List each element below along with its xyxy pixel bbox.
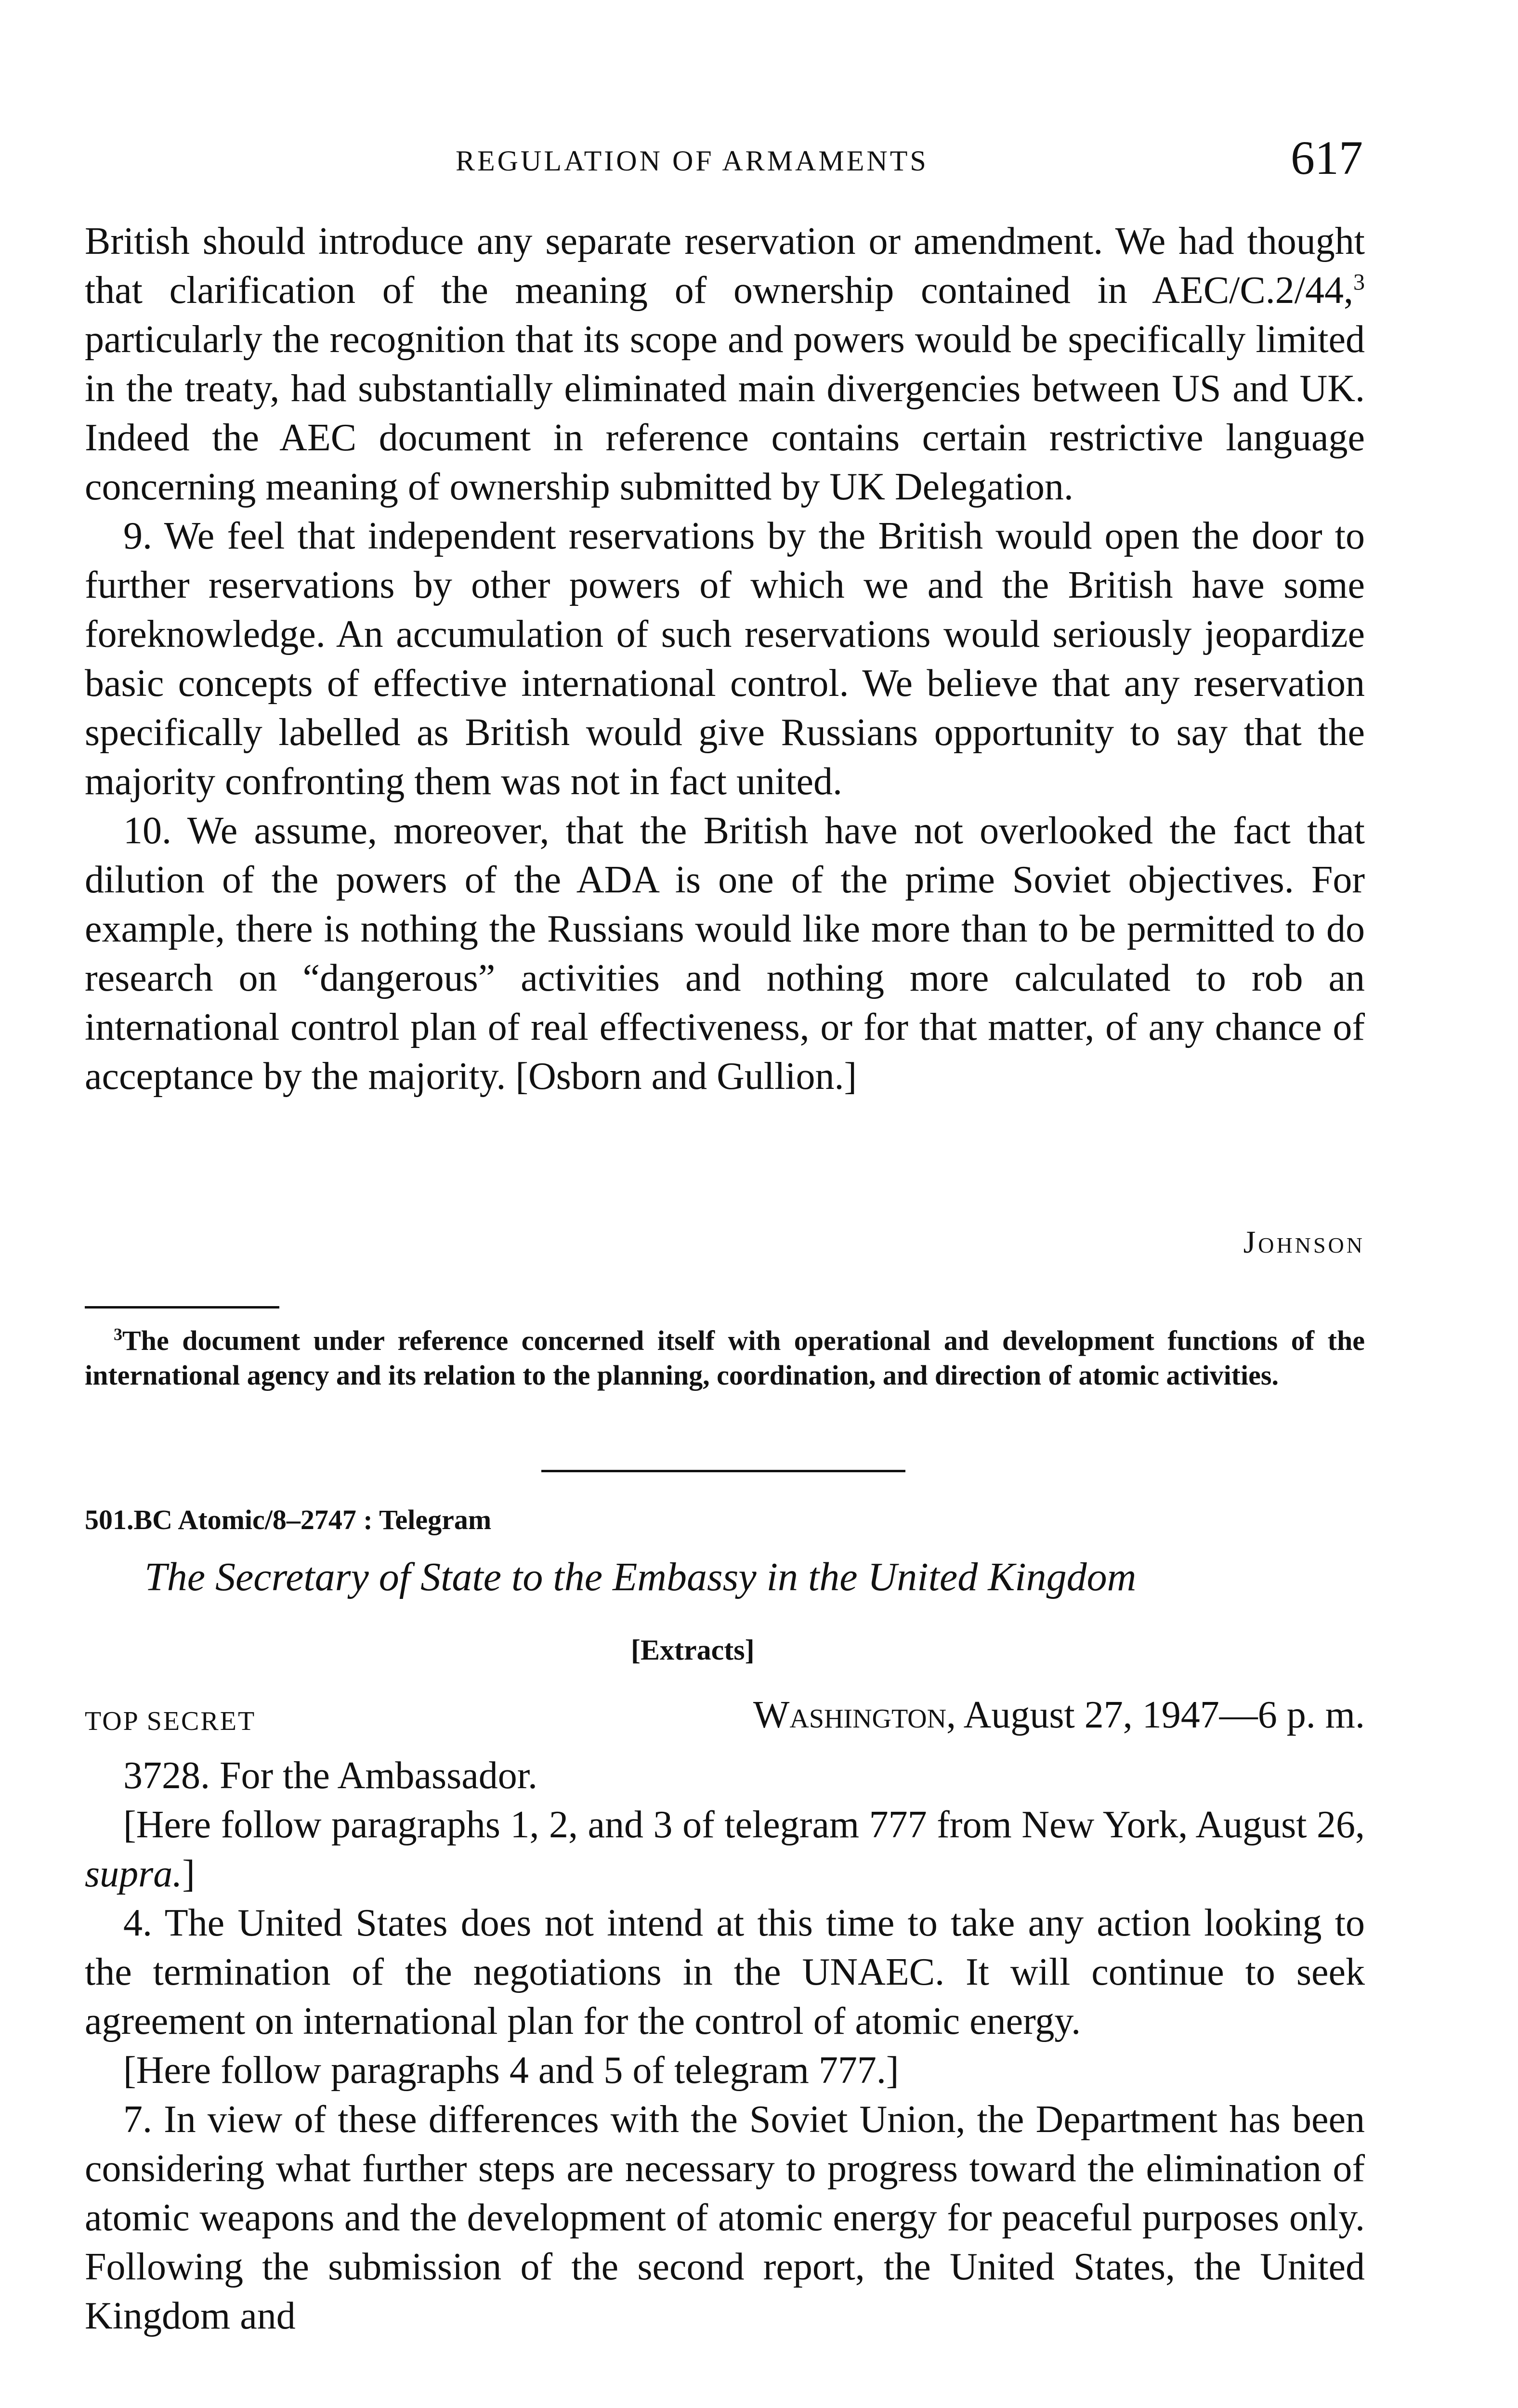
paragraph-3728: 3728. For the Ambassador. — [123, 1754, 537, 1797]
paragraph-10: 10. We assume, moreover, that the British have not overlooked the fact that dilution of the powers of the ADA is one of the prime Soviet objectives. For example, there is nothing the Russians would like more than to be permitted to do research on “dangerous” activities and nothing more calculated to rob an international control plan of real effectiveness, or for that matter, of any chance of acceptance by the majority. [Osborn and Gullion.] — [85, 810, 1365, 1098]
paragraph-4: 4. The United States does not intend at this time to take any action looking to the termination of the negotiations in the UNAEC. It will continue to seek agreement on international plan for the control of atomic energy. — [85, 1902, 1365, 2042]
extracts-label: [Extracts] — [631, 1634, 755, 1666]
continuation-text-rest: particularly the recognition that its scope and powers would be specifically limited in the treaty, had substantially eliminated main divergencies between US and UK. Indeed the AEC document in reference contains certain restrictive language concerning meaning of ownership submitted by UK Delegation. — [85, 318, 1365, 508]
running-head-title: REGULATION OF ARMAMENTS — [456, 145, 929, 177]
telegram-two-body — [85, 1751, 1365, 2341]
page-number: 617 — [1291, 131, 1363, 184]
classification-label: TOP SECRET — [85, 1706, 256, 1736]
bracket-note-1-text: [Here follow paragraphs 1, 2, and 3 of telegram 777 from New York, August 26, — [123, 1804, 1365, 1846]
telegram-one-body — [85, 217, 1365, 1101]
bracket-note-1-close: ] — [182, 1853, 195, 1895]
footnote-marker: 3 — [114, 1324, 122, 1344]
footnote-divider — [85, 1306, 279, 1309]
bracket-note-1-italic: supra. — [85, 1853, 183, 1895]
document-title: The Secretary of State to the Embassy in the United Kingdom — [144, 1555, 1137, 1599]
dateline — [634, 1693, 1365, 1737]
continuation-text: British should introduce any separate reservation or amendment. We had thought that clarification of the meaning of ownership contained in AEC/C.2/44, — [85, 220, 1365, 312]
continuation-paragraph — [85, 217, 1365, 511]
dateline-date: , August 27, 1947—6 p. m. — [946, 1694, 1365, 1736]
bracket-note-1 — [85, 1800, 1365, 1898]
running-head — [0, 131, 1518, 184]
signature: Johnson — [1243, 1225, 1365, 1260]
paragraph-9: 9. We feel that independent reservations by the British would open the door to further reservations by other powers of which we and the British have some foreknowledge. An accumulation of such reservations would seriously jeopardize basic concepts of effective international control. We believe that any reservation specifically labelled as British would give Russians opportunity to say that the majority confronting them was not in fact united. — [85, 515, 1365, 803]
bracket-note-2: [Here follow paragraphs 4 and 5 of telegram 777.] — [123, 2049, 899, 2092]
dateline-place: Washington — [753, 1694, 947, 1736]
file-reference: 501.BC Atomic/8–2747 : Telegram — [85, 1504, 492, 1535]
footnote-text: The document under reference concerned itself with operational and development functions of the international agency and its relation to the planning, coordination, and direction of atomic activities. — [85, 1325, 1365, 1391]
footnote — [85, 1323, 1365, 1393]
section-divider — [541, 1470, 905, 1472]
paragraph-7: 7. In view of these differences with the Soviet Union, the Department has been considering what further steps are necessary to progress toward the elimination of atomic weapons and the development of atomic energy for peaceful purposes only. Following the submission of the second report, the United States, the United Kingdom and — [85, 2098, 1365, 2337]
footnote-reference: 3 — [1353, 269, 1365, 295]
